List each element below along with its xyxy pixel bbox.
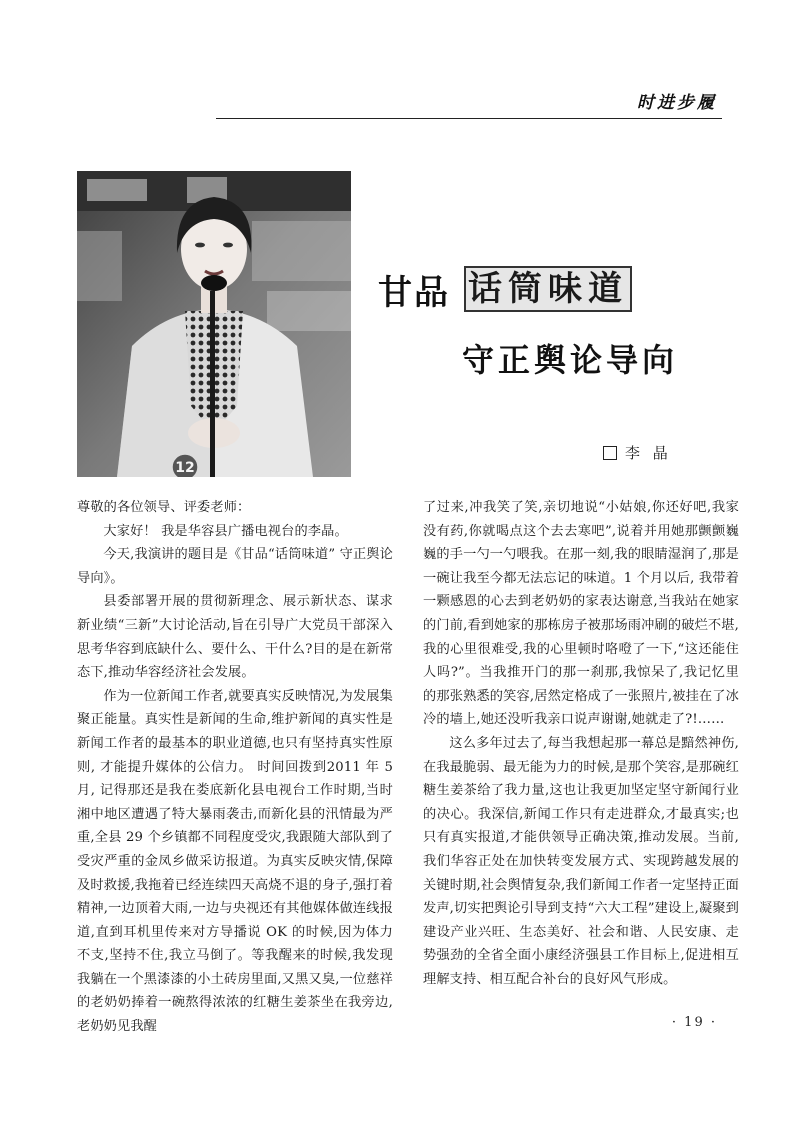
- paragraph: 这么多年过去了,每当我想起那一幕总是黯然神伤,在我最脆弱、最无能为力的时候,是那个笑容,是那碗红糖生姜茶给了我力量,这也让我更加坚定坚守新闻行业的决心。我深信,新闻工作只有走进群众,才最真实;也只有真实报道,才能供领导正确决策,推动发展。当前,我们华容正处在加快转变发展方式、实现跨越发展的关键时期,社会舆情复杂,我们新闻工作者一定坚持正面发声,切实把舆论引导到支持“六大工程”建设上,凝聚到建设产业兴旺、生态美好、社会和谐、人民安康、走势强劲的全省全面小康经济强县工作目标上,促进相互理解支持、相互配合补台的良好风气形成。: [423, 735, 739, 987]
- title-line-2: 守正舆论导向: [462, 341, 679, 379]
- title-line-1: [378, 265, 632, 313]
- author-byline: [603, 442, 672, 463]
- badge-number: 12: [175, 460, 195, 476]
- body-left-column: [77, 496, 393, 1039]
- square-bullet-icon: [603, 446, 617, 460]
- title-boxed-phrase: 话筒味道: [464, 266, 632, 312]
- header-rule: [216, 118, 722, 119]
- paragraph: 大家好！ 我是华容县广播电视台的李晶。: [103, 523, 348, 539]
- body-right-column: [423, 496, 739, 991]
- author-name: 李 晶: [625, 444, 672, 462]
- paragraph: 作为一位新闻工作者,就要真实反映情况,为发展集聚正能量。真实性是新闻的生命,维护新闻的真实性是新闻工作者的最基本的职业道德,也只有坚持真实性原则, 才能提升媒体的公信力。 时间回拨到2011 年 5 月, 记得那还是我在娄底新化县电视台工作时期,当时湘中地区遭遇了特大暴雨袭击,而新化县的汛情最为严重,全县 29 个乡镇都不同程度受灾,我跟随大部队到了受灾严重的金凤乡做采访报道。为真实反映灾情,保障及时救援,我拖着已经连续四天高烧不退的身子,强打着精神,一边顶着大雨,一边与央视还有其他媒体做连线报道,直到耳机里传来对方导播说 OK 的时候,因为体力不支,坚持不住,我立马倒了。等我醒来的时候,我发现我躺在一个黑漆漆的小土砖房里面,又黑又臭,一位慈祥的老奶奶捧着一碗熬得浓浓的红糖生姜茶坐在我旁边,老奶奶见我醒: [77, 688, 393, 1035]
- paragraph: 今天,我演讲的题目是《甘品“话筒味道” 守正舆论导向》。: [77, 547, 393, 586]
- paragraph: 县委部署开展的贯彻新理念、展示新状态、谋求新业绩“三新”大讨论活动,旨在引导广大党员干部深入思考华容到底缺什么、要什么、干什么?目的是在新常态下,推动华容经济社会发展。: [77, 594, 393, 681]
- section-label: 时进步履: [637, 93, 717, 113]
- paragraph-continued: 了过来,冲我笑了笑,亲切地说“小姑娘,你还好吧,我家没有药,你就喝点这个去去寒吧”,说着并用她那颤颤巍巍的手一勺一勺喂我。在那一刻,我的眼睛湿润了,那是一碗让我至今都无法忘记的味道。1 个月以后, 我带着一颗感恩的心去到老奶奶的家表达谢意,当我站在她家的门前,看到她家的那栋房子被那场雨冲刷的破烂不堪,我的心里很难受,我的心里顿时咯噔了一下,“这还能住人吗?”。当我推开门的那一刹那,我惊呆了,我记忆里的那张熟悉的笑容,居然定格成了一张照片,被挂在了冰冷的墙上,她还没听我亲口说声谢谢,她就走了?!……: [423, 500, 739, 728]
- page-number: · 19 ·: [671, 1015, 717, 1030]
- speaker-photo: [77, 171, 351, 477]
- title-prefix: 甘品: [378, 272, 450, 313]
- salutation: 尊敬的各位领导、评委老师：: [77, 500, 251, 515]
